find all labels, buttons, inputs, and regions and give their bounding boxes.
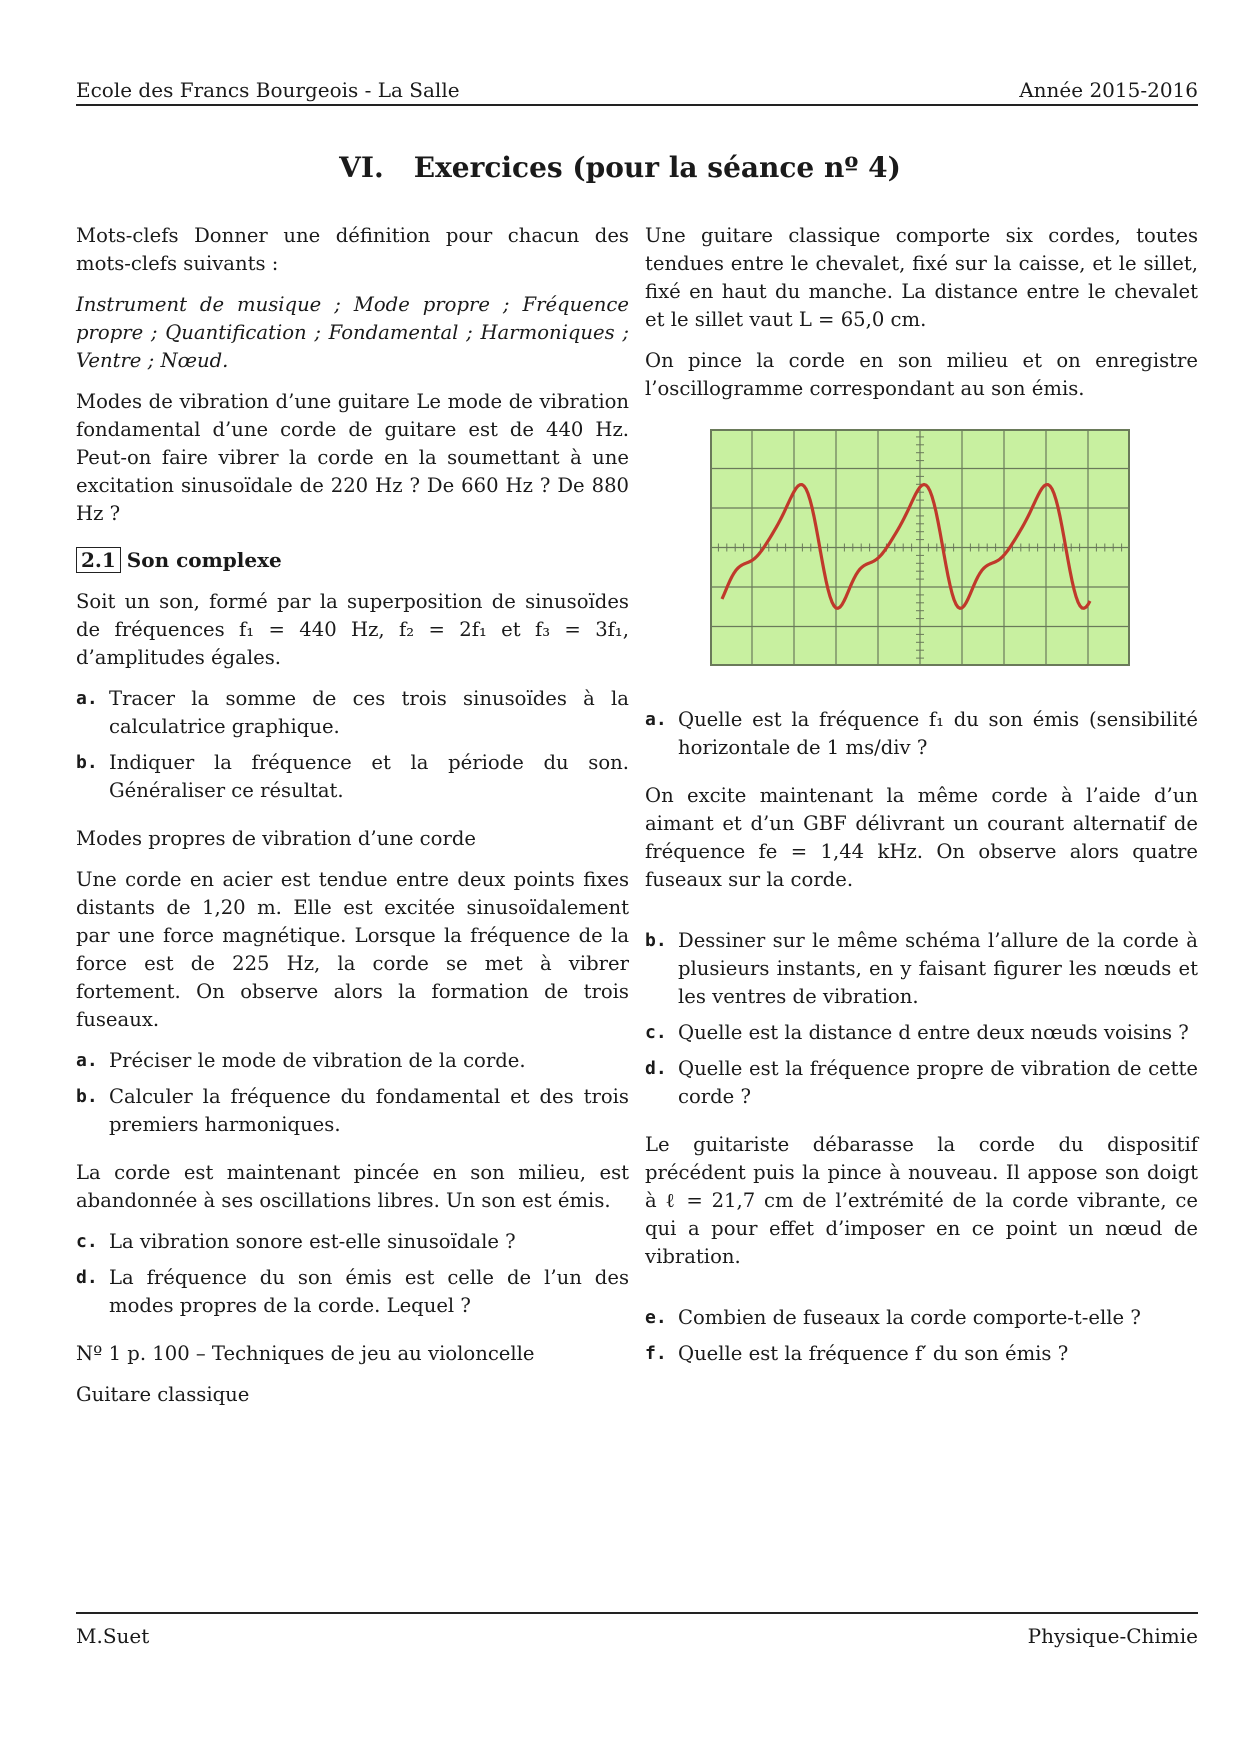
section-title: Son complexe	[126, 548, 282, 572]
question-list	[76, 1228, 629, 1320]
right-column	[645, 222, 1198, 1388]
question-text: Tracer la somme de ces trois sinusoïdes à la calculatrice graphique.	[109, 687, 629, 738]
question-text: Quelle est la fréquence f′ du son émis ?	[678, 1342, 1069, 1365]
school-year: Année 2015-2016	[1019, 78, 1198, 102]
keywords-instruction: Mots-clefs Donner une définition pour chacun des mots-clefs suivants :	[76, 224, 629, 275]
question-label: d.	[645, 1058, 667, 1079]
guitar-description: Une guitare classique comporte six cordes, toutes tendues entre le chevalet, fixé sur la caisse, et le sillet, fixé en haut du manche. La distance entre le chevalet et le sillet vaut L = 65,0 cm.	[645, 224, 1198, 331]
string-modes-title: Modes propres de vibration d’une corde	[76, 827, 476, 850]
question-label: b.	[76, 752, 98, 773]
page-title	[0, 151, 1240, 184]
question-label: e.	[645, 1307, 667, 1328]
question-text: Quelle est la fréquence propre de vibration de cette corde ?	[678, 1057, 1198, 1108]
question-label: a.	[76, 1050, 98, 1071]
steel-string-text: Une corde en acier est tendue entre deux points fixes distants de 1,20 m. Elle est excitée sinusoïdalement par une force magnétique. Lorsque la fréquence de la force est de 225 Hz, la corde se met à vibrer fortement. On observe alors la formation de trois fuseaux.	[76, 868, 629, 1031]
guitar-modes-exercise: Modes de vibration d’une guitare Le mode de vibration fondamental d’une corde de guitare est de 440 Hz. Peut-on faire vibrer la corde en la soumettant à une excitation sinusoïdale de 220 Hz ? De 660 Hz ? De 880 Hz ?	[76, 390, 629, 525]
question-item	[645, 1055, 1198, 1111]
oscillogram-screen	[710, 429, 1130, 666]
question-label: b.	[76, 1086, 98, 1107]
left-column	[76, 222, 629, 1422]
school-name: Ecole des Francs Bourgeois - La Salle	[76, 78, 460, 102]
question-item	[76, 1047, 629, 1075]
question-item	[645, 706, 1198, 762]
oscillogram-figure	[710, 429, 1130, 666]
question-item	[645, 927, 1198, 1011]
question-list	[645, 927, 1198, 1111]
textbook-reference: Nº 1 p. 100 – Techniques de jeu au violoncelle	[76, 1342, 535, 1365]
question-text: Calculer la fréquence du fondamental et des trois premiers harmoniques.	[109, 1085, 629, 1136]
question-text: Quelle est la fréquence f₁ du son émis (sensibilité horizontale de 1 ms/div ?	[678, 708, 1198, 759]
author-name: M.Suet	[76, 1624, 150, 1648]
question-item	[645, 1340, 1198, 1368]
page-footer	[76, 1612, 1198, 1648]
question-item	[76, 749, 629, 805]
question-text: Quelle est la distance d entre deux nœuds voisins ?	[678, 1021, 1189, 1044]
gbf-excitation-text: On excite maintenant la même corde à l’aide d’un aimant et d’un GBF délivrant un courant alternatif de fréquence fe = 1,44 kHz. On observe alors quatre fuseaux sur la corde.	[645, 784, 1198, 891]
question-label: a.	[645, 709, 667, 730]
question-item	[76, 1228, 629, 1256]
question-label: a.	[76, 688, 98, 709]
oscillogram-intro: On pince la corde en son milieu et on enregistre l’oscillogramme correspondant au son émis.	[645, 349, 1198, 400]
question-item	[645, 1019, 1198, 1047]
question-label: c.	[645, 1022, 667, 1043]
question-list	[645, 706, 1198, 762]
plucked-string-text: La corde est maintenant pincée en son milieu, est abandonnée à ses oscillations libres. Un son est émis.	[76, 1161, 629, 1212]
page-header	[76, 74, 1198, 106]
question-item	[645, 1304, 1198, 1332]
question-text: Dessiner sur le même schéma l’allure de la corde à plusieurs instants, en y faisant figurer les nœuds et les ventres de vibration.	[678, 929, 1198, 1008]
question-label: c.	[76, 1231, 98, 1252]
question-item	[76, 685, 629, 741]
question-list	[645, 1304, 1198, 1368]
question-text: Préciser le mode de vibration de la corde.	[109, 1049, 526, 1072]
question-text: La fréquence du son émis est celle de l’un des modes propres de la corde. Lequel ?	[109, 1266, 629, 1317]
question-item	[76, 1083, 629, 1139]
finger-node-text: Le guitariste débarasse la corde du dispositif précédent puis la pince à nouveau. Il appose son doigt à ℓ = 21,7 cm de l’extrémité de la corde vibrante, ce qui a pour effet d’imposer en ce point un nœud de vibration.	[645, 1133, 1198, 1268]
question-item	[76, 1264, 629, 1320]
classical-guitar-title: Guitare classique	[76, 1383, 250, 1406]
section-heading	[76, 546, 629, 574]
title-number: VI.	[339, 151, 384, 184]
keywords-list: Instrument de musique ; Mode propre ; Fréquence propre ; Quantification ; Fondamental ; Harmoniques ; Ventre ; Nœud.	[76, 293, 629, 372]
question-text: Combien de fuseaux la corde comporte-t-elle ?	[678, 1306, 1141, 1329]
question-list	[76, 1047, 629, 1139]
question-label: d.	[76, 1267, 98, 1288]
question-text: Indiquer la fréquence et la période du son. Généraliser ce résultat.	[109, 751, 629, 802]
complex-sound-intro: Soit un son, formé par la superposition de sinusoïdes de fréquences f₁ = 440 Hz, f₂ = 2f₁ et f₃ = 3f₁, d’amplitudes égales.	[76, 590, 629, 669]
question-text: La vibration sonore est-elle sinusoïdale ?	[109, 1230, 516, 1253]
subject-name: Physique-Chimie	[1027, 1624, 1198, 1648]
title-text: Exercices (pour la séance nº 4)	[413, 151, 901, 184]
question-list	[76, 685, 629, 805]
question-label: b.	[645, 930, 667, 951]
section-number: 2.1	[76, 547, 121, 573]
question-label: f.	[645, 1343, 667, 1364]
